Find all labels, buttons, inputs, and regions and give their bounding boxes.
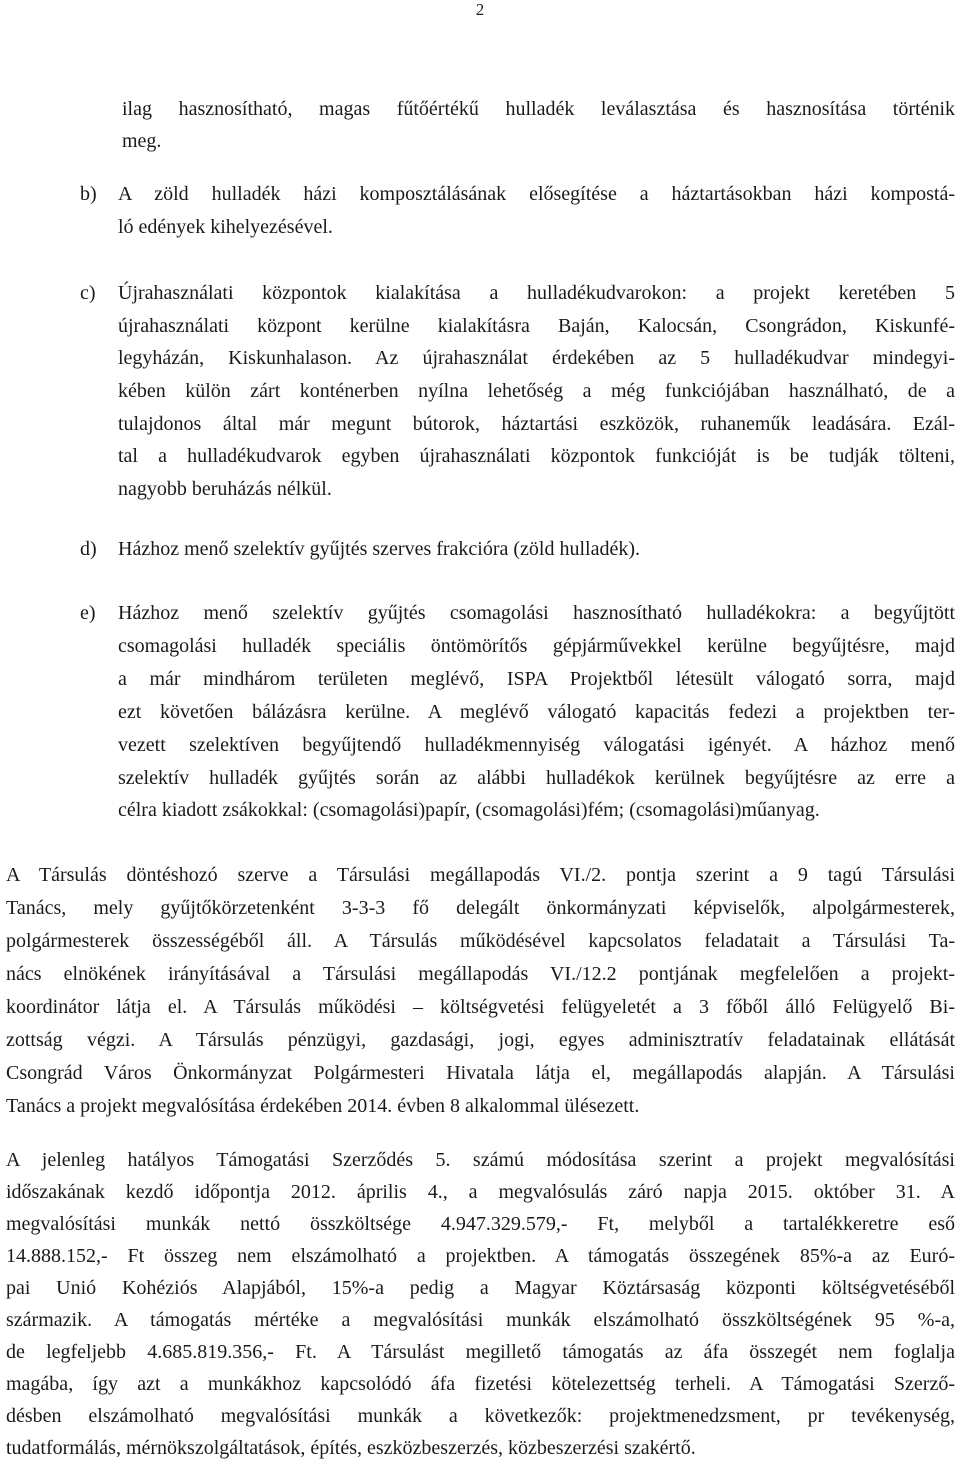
paragraph-line: Csongrád Város Önkormányzat Polgármesteri Hivatala látja el, megállapodás alapján. A Társulási [6, 1062, 955, 1084]
paragraph-line: zottság végzi. A Társulás pénzügyi, gazdasági, jogi, egyes adminisztratív feladatainak ellátását [6, 1029, 955, 1051]
page-number: 2 [475, 0, 485, 19]
list-item-c-line: kében külön zárt konténerben nyílna lehetőség a még funkciójában használható, de a [118, 380, 955, 402]
paragraph-line: származik. A támogatás mértéke a megvalósítási munkák elszámolható összköltségének 95 %-a, [6, 1309, 955, 1331]
paragraph-line: polgármesterek összességéből áll. A Társulás működésével kapcsolatos feladatait a Társulási Ta- [6, 930, 955, 952]
list-item-d-line: Házhoz menő szelektív gyűjtés szerves frakcióra (zöld hulladék). [118, 538, 641, 560]
paragraph-line: désben elszámolható megvalósítási munkák a következők: projektmenedzsment, pr tevékenység, [6, 1405, 955, 1427]
continuation-line: meg. [122, 130, 162, 152]
paragraph-line: A Társulás döntéshozó szerve a Társulási megállapodás VI./2. pontja szerint a 9 tagú Társulási [6, 864, 955, 886]
paragraph-line: időszakának kezdő időpontja 2012. április 4., a megvalósulás záró napja 2015. október 31. A [6, 1181, 955, 1203]
list-item-c-line: tal a hulladékudvarok egyben újrahasználati központok funkcióját is be tudják tölteni, [118, 445, 955, 467]
paragraph-line: tudatformálás, mérnökszolgáltatások, építés, eszközbeszerzés, közbeszerzési szakértő. [6, 1437, 696, 1459]
paragraph-line: Tanács, mely gyűjtőkörzetenként 3-3-3 fő delegált önkormányzati képviselők, alpolgármesterek, [6, 897, 955, 919]
list-label-c: c) [80, 282, 96, 304]
list-item-c-line: Újrahasználati központok kialakítása a hulladékudvarokon: a projekt keretében 5 [118, 282, 955, 304]
list-item-c-line: tulajdonos által már megunt bútorok, háztartási eszközök, ruhaneműk leadására. Ezál- [118, 413, 955, 435]
list-item-c-line: újrahasználati központ kerülne kialakításra Baján, Kalocsán, Csongrádon, Kiskunfé- [118, 315, 955, 337]
list-label-d: d) [80, 538, 97, 560]
list-item-e-line: Házhoz menő szelektív gyűjtés csomagolási hasznosítható hulladékokra: a begyűjtött [118, 602, 955, 624]
paragraph-line: pai Unió Kohéziós Alapjából, 15%-a pedig a Magyar Köztársaság központi költségvetéséből [6, 1277, 955, 1299]
paragraph-line: A jelenleg hatályos Támogatási Szerződés 5. számú módosítása szerint a projekt megvalósítási [6, 1149, 955, 1171]
paragraph-line: nács elnökének irányításával a Társulási megállapodás VI./12.2 pontjának megfelelően a projekt- [6, 963, 955, 985]
paragraph-line: 14.888.152,- Ft összeg nem elszámolható a projektben. A támogatás összegének 85%-a az Euró- [6, 1245, 955, 1267]
list-label-b: b) [80, 183, 97, 205]
list-item-e-line: ezt követően bálázásra kerülne. A meglévő válogató kapacitás fedezi a projektben ter- [118, 701, 955, 723]
list-item-c-line: nagyobb beruházás nélkül. [118, 478, 332, 500]
list-item-e-line: csomagolási hulladék speciális öntömörítős gépjárművekkel kerülne begyűjtésre, majd [118, 635, 955, 657]
list-item-c-line: legyházán, Kiskunhalason. Az újrahasználat érdekében az 5 hulladékudvar mindegyi- [118, 347, 955, 369]
paragraph-line: megvalósítási munkák nettó összköltsége 4.947.329.579,- Ft, melyből a tartalékkeretre eső [6, 1213, 955, 1235]
list-item-b-line: ló edények kihelyezésével. [118, 216, 333, 238]
list-label-e: e) [80, 602, 96, 624]
paragraph-line: Tanács a projekt megvalósítása érdekében 2014. évben 8 alkalommal ülésezett. [6, 1095, 640, 1117]
paragraph-line: koordinátor látja el. A Társulás működési – költségvetési felügyeletét a 3 főből álló Felügyelő Bi- [6, 996, 955, 1018]
paragraph-line: de legfeljebb 4.685.819.356,- Ft. A Társulást megillető támogatás az áfa összegét nem foglalja [6, 1341, 955, 1363]
list-item-e-line: szelektív hulladék gyűjtés során az alábbi hulladékok kerülnek begyűjtésre az erre a [118, 767, 955, 789]
list-item-b-line: A zöld hulladék házi komposztálásának elősegítése a háztartásokban házi kompostá- [118, 183, 955, 205]
continuation-line: ilag hasznosítható, magas fűtőértékű hulladék leválasztása és hasznosítása történik [122, 98, 955, 120]
paragraph-line: magába, így azt a munkákhoz kapcsolódó áfa fizetési kötelezettség terheli. A Támogatási Szerző- [6, 1373, 955, 1395]
list-item-e-line: a már mindhárom területen meglévő, ISPA Projektből létesült válogató sorra, majd [118, 668, 955, 690]
list-item-e-line: vezett szelektíven begyűjtendő hulladékmennyiség válogatási igényét. A házhoz menő [118, 734, 955, 756]
list-item-e-line: célra kiadott zsákokkal: (csomagolási)papír, (csomagolási)fém; (csomagolási)műanyag. [118, 799, 820, 821]
